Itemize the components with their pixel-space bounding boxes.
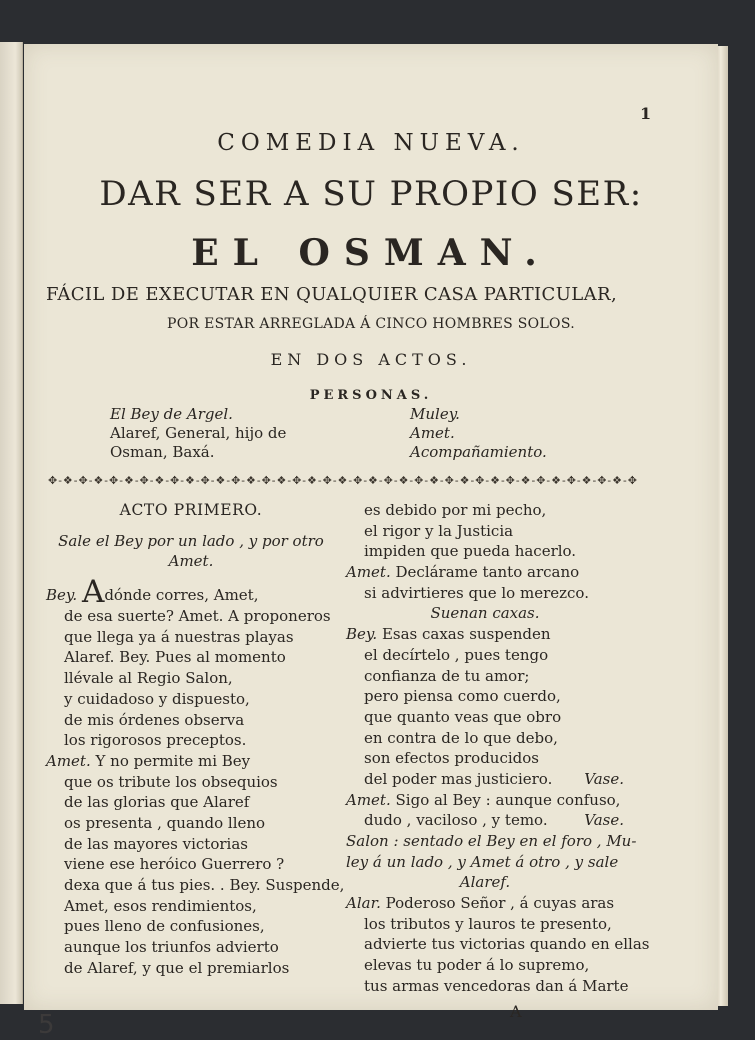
verse-line xyxy=(46,751,336,772)
exit-direction: Vase. xyxy=(584,769,624,788)
book-page xyxy=(24,44,718,1040)
verse-line xyxy=(346,562,624,583)
page-number: 1 xyxy=(640,104,652,123)
verse-line: viene ese heróico Guerrero ? xyxy=(64,855,285,874)
header-actos-line: EN DOS ACTOS. xyxy=(270,350,472,369)
verse-line: el decírtelo , pues tengo xyxy=(364,645,549,664)
act-heading: ACTO PRIMERO. xyxy=(119,501,263,519)
verse-text: dónde corres, Amet, xyxy=(104,586,259,605)
ornamental-divider: ✥-❖-✥-❖-✥-❖-✥-❖-✥-❖-✥-❖-✥-❖-✥-❖-✥-❖-✥-❖-✥-❖-✥-❖-✥-❖-✥-❖-✥-❖-✥-❖-✥-❖-✥-❖-✥-❖-✥ xyxy=(48,474,638,487)
verse-line: llévale al Regio Salon, xyxy=(64,669,233,688)
play-title: DAR SER A SU PROPIO SER: xyxy=(99,174,643,214)
handwritten-page-number: 5 xyxy=(38,1010,55,1040)
verse-line: los rigorosos preceptos. xyxy=(64,731,247,750)
persona-bey: El Bey de Argel. xyxy=(110,405,233,423)
verse-line xyxy=(346,624,624,645)
stage-direction: Suenan caxas. xyxy=(430,604,540,623)
persona-muley: Muley. xyxy=(410,405,460,423)
verse-text: dudo , vaciloso , y temo. xyxy=(364,811,548,830)
personas-right-list xyxy=(410,405,547,462)
verse-line: dexa que á tus pies. . Bey. Suspende, xyxy=(64,876,345,895)
verse-line: os presenta , quando lleno xyxy=(64,813,266,832)
header-arreglada-line: POR ESTAR ARREGLADA Á CINCO HOMBRES SOLOS. xyxy=(167,316,575,332)
verse-line xyxy=(46,574,336,611)
verse-line: Alaref. Bey. Pues al momento xyxy=(64,648,286,667)
persona-osman: Osman, Baxá. xyxy=(110,443,215,461)
persona-amet: Amet. xyxy=(410,424,455,442)
verse-line: impiden que pueda hacerlo. xyxy=(364,542,577,561)
speaker-label: Alar. xyxy=(346,894,381,913)
verse-line: que quanto veas que obro xyxy=(364,707,562,726)
stage-direction: Sale el Bey por un lado , y por otro xyxy=(58,531,324,550)
left-page-edge xyxy=(0,42,23,1004)
verse-line: de mis órdenes observa xyxy=(64,710,245,729)
header-comedia-nueva: COMEDIA NUEVA. xyxy=(217,130,525,156)
verse-line: si advirtieres que lo merezco. xyxy=(364,583,589,602)
stage-direction: Amet. xyxy=(168,552,214,571)
stage-direction: ley á un lado , y Amet á otro , y sale xyxy=(346,852,619,871)
verse-line: en contra de lo que debo, xyxy=(364,728,558,747)
verse-line: pues lleno de confusiones, xyxy=(64,917,265,936)
exit-direction: Vase. xyxy=(584,811,624,830)
persona-acompanamiento: Acompañamiento. xyxy=(410,443,547,461)
verse-line: de esa suerte? Amet. A proponeros xyxy=(64,607,331,626)
verse-line: son efectos producidos xyxy=(364,749,539,768)
verse-line: el rigor y la Justicia xyxy=(364,521,514,540)
verse-text: del poder mas justiciero. xyxy=(364,769,553,788)
speaker-label: Bey. xyxy=(346,625,378,644)
speaker-label: Bey. xyxy=(46,586,78,605)
stage-direction: Salon : sentado el Bey en el foro , Mu- xyxy=(346,832,637,850)
verse-line xyxy=(346,893,624,914)
verse-line: que llega ya á nuestras playas xyxy=(64,627,294,646)
verse-line: de las mayores victorias xyxy=(64,834,248,853)
verse-line: aunque los triunfos advierto xyxy=(64,938,279,957)
header-facil-line: FÁCIL DE EXECUTAR EN QUALQUIER CASA PARTICULAR, xyxy=(46,284,618,305)
personas-heading: PERSONAS. xyxy=(309,388,433,403)
verse-line xyxy=(346,769,624,790)
persona-alaref: Alaref, General, hijo de xyxy=(110,424,287,442)
verse-line: Amet, esos rendimientos, xyxy=(64,896,257,915)
verse-line: los tributos y lauros te presento, xyxy=(364,914,612,933)
verse-line: de las glorias que Alaref xyxy=(64,793,250,812)
verse-line: que os tribute los obsequios xyxy=(64,772,278,791)
right-text-column xyxy=(346,500,650,997)
verse-line: de Alaref, y que el premiarlos xyxy=(64,958,290,977)
verse-text: Esas caxas suspenden xyxy=(381,625,551,644)
verse-line xyxy=(346,790,624,811)
verse-text: Declárame tanto arcano xyxy=(395,563,580,582)
verse-text: Y no permite mi Bey xyxy=(95,751,251,770)
play-subtitle: EL OSMAN. xyxy=(191,232,551,274)
verse-text: Poderoso Señor , á cuyas aras xyxy=(385,894,615,913)
verse-line: es debido por mi pecho, xyxy=(364,501,547,519)
personas-left-list xyxy=(110,405,286,462)
verse-line: confianza de tu amor; xyxy=(364,666,530,685)
verse-line: elevas tu poder á lo supremo, xyxy=(364,956,590,975)
verse-line: y cuidadoso y dispuesto, xyxy=(64,689,250,708)
speaker-label: Amet. xyxy=(346,563,391,582)
verse-line xyxy=(346,810,624,831)
drop-cap: A xyxy=(81,574,105,611)
verse-line: pero piensa como cuerdo, xyxy=(364,687,561,706)
verse-line: tus armas vencedoras dan á Marte xyxy=(364,976,629,995)
speaker-label: Amet. xyxy=(46,751,91,770)
printer-signature: A xyxy=(510,1002,522,1021)
verse-text: Sigo al Bey : aunque confuso, xyxy=(395,790,621,809)
left-text-column xyxy=(46,500,345,978)
verse-line: advierte tus victorias quando en ellas xyxy=(364,935,650,954)
speaker-label: Amet. xyxy=(346,790,391,809)
stage-direction: Alaref. xyxy=(459,873,511,892)
